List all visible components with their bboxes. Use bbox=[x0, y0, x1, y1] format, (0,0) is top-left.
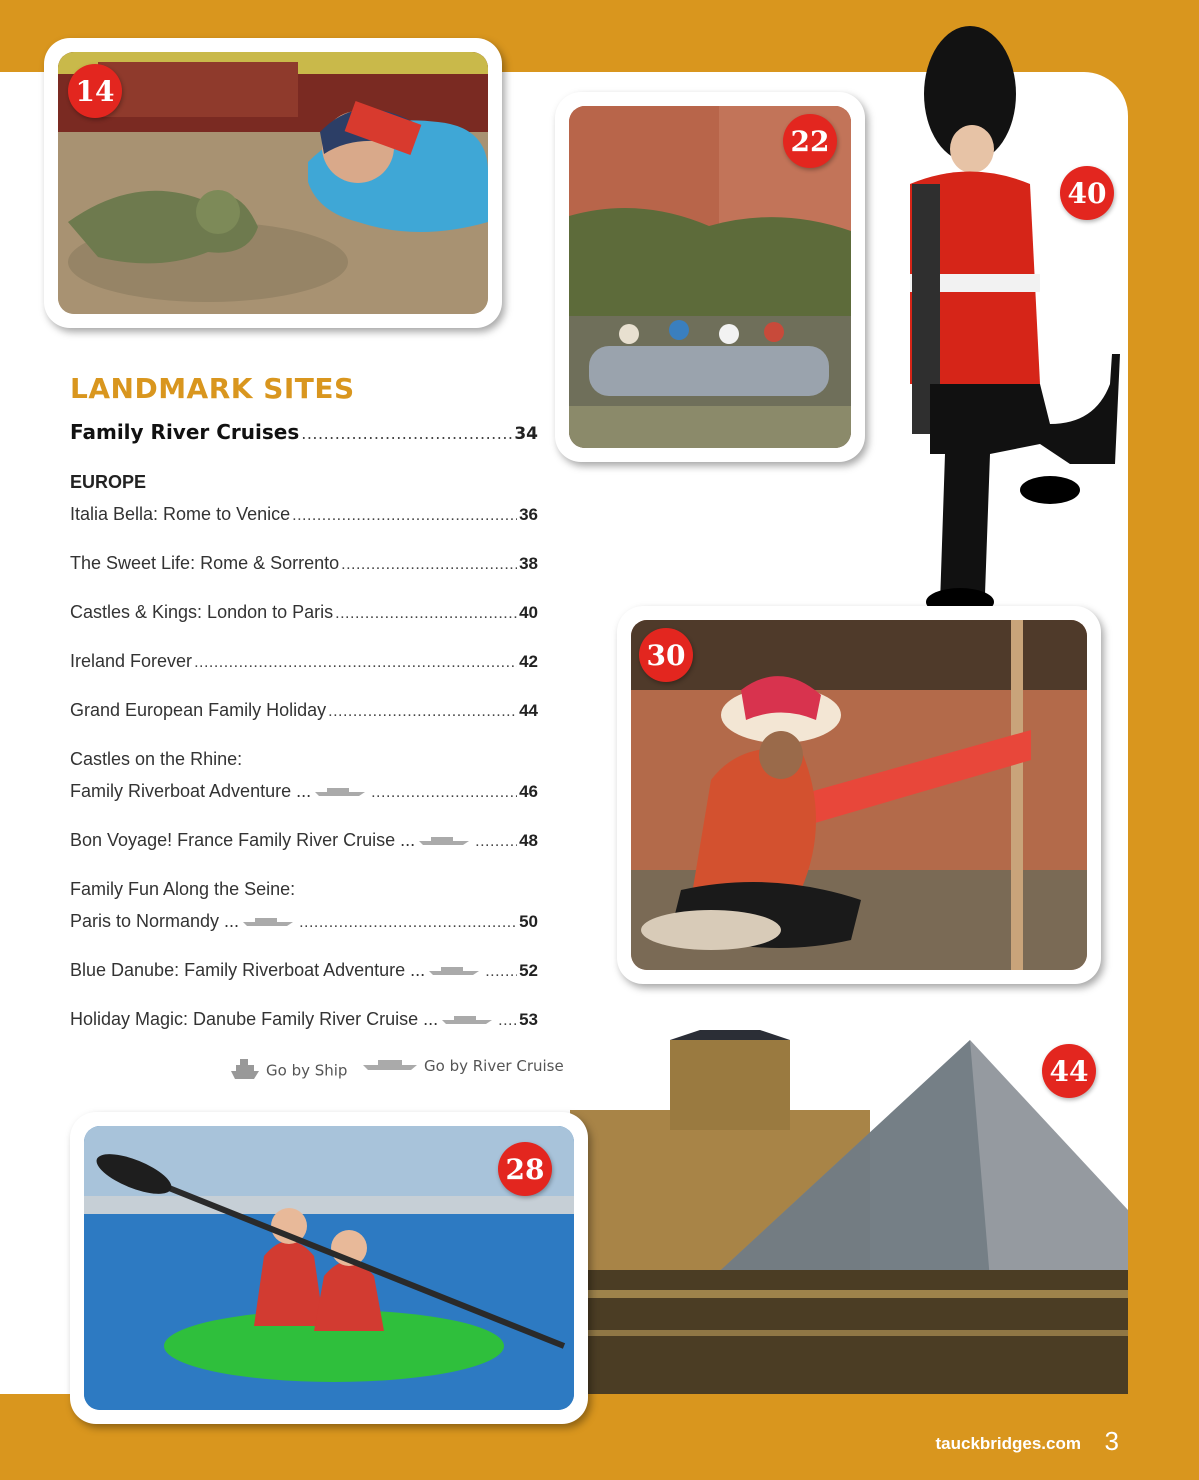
toc-title: Blue Danube: Family Riverboat Adventure ... bbox=[70, 960, 426, 980]
toc-row[interactable] bbox=[70, 553, 538, 574]
guard-image bbox=[880, 24, 1120, 620]
toc-row[interactable] bbox=[70, 504, 538, 525]
toc-row[interactable] bbox=[70, 781, 538, 802]
toc-row[interactable] bbox=[70, 700, 538, 721]
badge-number: 28 bbox=[505, 1152, 545, 1186]
leader-dots bbox=[292, 504, 517, 525]
photo-iguana bbox=[44, 38, 502, 328]
toc-title: Grand European Family Holiday bbox=[70, 700, 327, 720]
toc-title: Bon Voyage! France Family River Cruise ... bbox=[70, 830, 416, 850]
toc-page-number: 40 bbox=[519, 603, 538, 622]
river-cruise-icon bbox=[417, 830, 471, 840]
leader-dots bbox=[371, 781, 517, 802]
legend-river-cruise bbox=[362, 1057, 564, 1076]
toc-page-number: 38 bbox=[519, 554, 538, 573]
river-cruise-icon bbox=[427, 960, 481, 970]
toc-page-number: 52 bbox=[519, 961, 538, 980]
badge-number: 40 bbox=[1067, 176, 1107, 210]
iguana-image bbox=[58, 52, 488, 314]
leader-dots bbox=[194, 651, 517, 672]
region-heading: EUROPE bbox=[70, 472, 147, 492]
toc-page-number: 34 bbox=[514, 424, 538, 444]
photo-kayak bbox=[70, 1112, 588, 1424]
page-badge-22 bbox=[783, 114, 837, 168]
toc-title: Family Riverboat Adventure ... bbox=[70, 781, 312, 801]
page-badge-28 bbox=[498, 1142, 552, 1196]
badge-number: 22 bbox=[790, 124, 830, 158]
badge-number: 30 bbox=[646, 638, 686, 672]
river-cruise-icon bbox=[362, 1058, 418, 1076]
leader-dots bbox=[335, 602, 517, 623]
toc-page-number: 42 bbox=[519, 652, 538, 671]
toc-row[interactable] bbox=[70, 1009, 538, 1030]
river-cruise-icon bbox=[313, 781, 367, 791]
toc-page-number: 46 bbox=[519, 782, 538, 801]
page-badge-14 bbox=[68, 64, 122, 118]
leader-dots bbox=[498, 1009, 517, 1030]
toc-row[interactable] bbox=[70, 830, 538, 851]
toc-row[interactable] bbox=[70, 602, 538, 623]
legend-ship-label: Go by Ship bbox=[266, 1061, 348, 1080]
leader-dots bbox=[301, 420, 512, 444]
toc-row[interactable] bbox=[70, 911, 538, 932]
louvre-image bbox=[570, 1030, 1128, 1394]
toc-title: Ireland Forever bbox=[70, 651, 193, 671]
ship-icon bbox=[230, 1057, 260, 1085]
photo-louvre bbox=[570, 1030, 1128, 1394]
toc-row[interactable] bbox=[70, 960, 538, 981]
leader-dots bbox=[328, 700, 517, 721]
toc-title: Paris to Normandy ... bbox=[70, 911, 240, 931]
leader-dots bbox=[485, 960, 517, 981]
section-heading: LANDMARK SITES bbox=[70, 372, 355, 405]
toc-feature-row[interactable] bbox=[70, 420, 538, 444]
toc-title: Holiday Magic: Danube Family River Cruise ... bbox=[70, 1009, 439, 1029]
toc-page-number: 53 bbox=[519, 1010, 538, 1029]
toc-title: Italia Bella: Rome to Venice bbox=[70, 504, 291, 524]
toc-feature-title: Family River Cruises bbox=[70, 420, 300, 444]
leader-dots bbox=[475, 830, 517, 851]
photo-andean-weaver bbox=[617, 606, 1101, 984]
photo-royal-guard bbox=[880, 24, 1120, 620]
river-cruise-icon bbox=[241, 911, 295, 921]
toc-title-line0: Family Fun Along the Seine: bbox=[70, 879, 296, 899]
toc-row-line0 bbox=[70, 879, 538, 900]
toc-page-number: 50 bbox=[519, 912, 538, 931]
weaver-image bbox=[631, 620, 1087, 970]
leader-dots bbox=[299, 911, 517, 932]
leader-dots bbox=[341, 553, 517, 574]
toc-page-number: 44 bbox=[519, 701, 538, 720]
toc-row-line0 bbox=[70, 749, 538, 770]
badge-number: 14 bbox=[75, 74, 115, 108]
legend-ship bbox=[230, 1057, 347, 1085]
page-badge-30 bbox=[639, 628, 693, 682]
footer-website[interactable]: tauckbridges.com bbox=[935, 1434, 1081, 1453]
page-badge-40 bbox=[1060, 166, 1114, 220]
toc-page-number: 48 bbox=[519, 831, 538, 850]
river-cruise-icon bbox=[440, 1009, 494, 1019]
badge-number: 44 bbox=[1049, 1054, 1089, 1088]
page-number: 3 bbox=[1104, 1426, 1119, 1456]
legend-river-label: Go by River Cruise bbox=[424, 1057, 564, 1075]
toc-row[interactable] bbox=[70, 651, 538, 672]
toc-title-line0: Castles on the Rhine: bbox=[70, 749, 243, 769]
page-badge-44 bbox=[1042, 1044, 1096, 1098]
toc-title: Castles & Kings: London to Paris bbox=[70, 602, 334, 622]
photo-river-raft bbox=[555, 92, 865, 462]
toc-page-number: 36 bbox=[519, 505, 538, 524]
toc-title: The Sweet Life: Rome & Sorrento bbox=[70, 553, 340, 573]
